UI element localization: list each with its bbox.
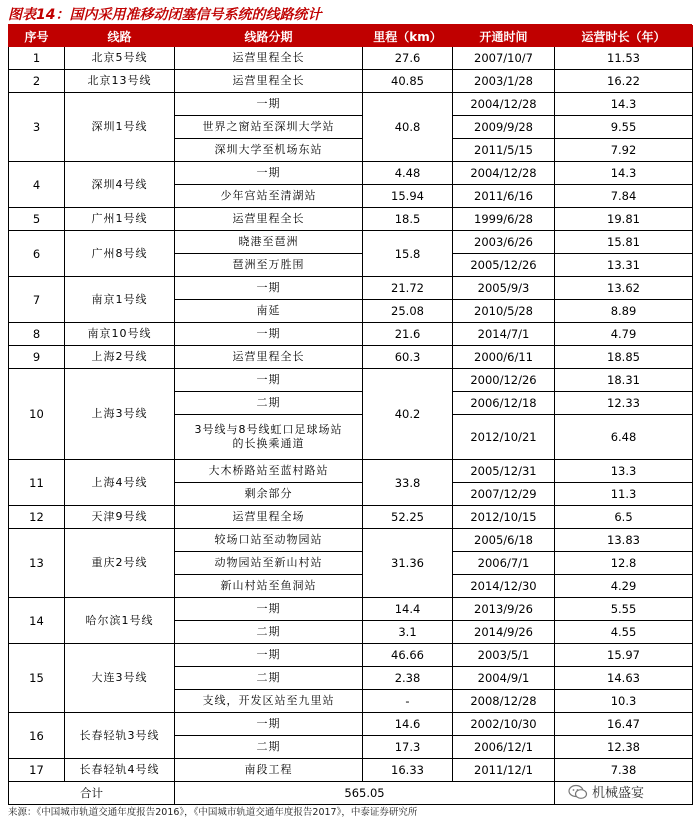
cell-phase: 深圳大学至机场东站: [175, 139, 363, 162]
cell-open-date: 2002/10/30: [453, 713, 555, 736]
cell-index: 4: [9, 162, 65, 208]
cell-length: 14.4: [363, 598, 453, 621]
cell-years: 10.3: [555, 690, 693, 713]
cell-years: 6.5: [555, 506, 693, 529]
cell-open-date: 2005/9/3: [453, 277, 555, 300]
cell-length: 16.33: [363, 759, 453, 782]
cell-years: 11.53: [555, 47, 693, 70]
cell-line: 北京13号线: [65, 70, 175, 93]
cell-phase: 二期: [175, 667, 363, 690]
cell-phase: 南延: [175, 300, 363, 323]
cell-line: 北京5号线: [65, 47, 175, 70]
cell-open-date: 2005/12/31: [453, 460, 555, 483]
cell-years: 16.22: [555, 70, 693, 93]
cell-open-date: 2004/12/28: [453, 93, 555, 116]
cell-years: 7.38: [555, 759, 693, 782]
cell-open-date: 2006/7/1: [453, 552, 555, 575]
table-row: [9, 644, 693, 667]
header-row: [9, 26, 693, 47]
cell-open-date: 2003/6/26: [453, 231, 555, 254]
table-row: [9, 369, 693, 392]
cell-index: 6: [9, 231, 65, 277]
cell-phase: 一期: [175, 369, 363, 392]
cell-years: 5.55: [555, 598, 693, 621]
cell-phase: 一期: [175, 644, 363, 667]
col-header-open-date: 开通时间: [453, 26, 555, 47]
cell-years: 18.85: [555, 346, 693, 369]
table-row: [9, 506, 693, 529]
cell-phase: 大木桥路站至蓝村路站: [175, 460, 363, 483]
cell-years: 6.48: [555, 415, 693, 460]
cell-years: 4.29: [555, 575, 693, 598]
cell-years: 12.38: [555, 736, 693, 759]
cell-length: 52.25: [363, 506, 453, 529]
figure-title: [8, 4, 692, 26]
table-row: [9, 93, 693, 116]
cell-open-date: 2011/6/16: [453, 185, 555, 208]
cell-phase: 琶洲至万胜围: [175, 254, 363, 277]
cell-years: 7.92: [555, 139, 693, 162]
cell-line: 大连3号线: [65, 644, 175, 713]
cell-open-date: 2012/10/15: [453, 506, 555, 529]
cell-line: 天津9号线: [65, 506, 175, 529]
cell-years: 11.3: [555, 483, 693, 506]
cell-length: 14.6: [363, 713, 453, 736]
cell-years: 12.33: [555, 392, 693, 415]
cell-phase: 一期: [175, 277, 363, 300]
cell-index: 8: [9, 323, 65, 346]
cell-years: 4.55: [555, 621, 693, 644]
cell-index: 9: [9, 346, 65, 369]
cell-phase: 二期: [175, 621, 363, 644]
cell-phase: 世界之窗站至深圳大学站: [175, 116, 363, 139]
cell-open-date: 2007/12/29: [453, 483, 555, 506]
col-header-years: 运营时长（年）: [555, 26, 693, 47]
cell-open-date: 2005/6/18: [453, 529, 555, 552]
cell-phase: 南段工程: [175, 759, 363, 782]
col-header-index: 序号: [9, 26, 65, 47]
cell-open-date: 2011/5/15: [453, 139, 555, 162]
cell-phase: 3号线与8号线虹口足球场站的长换乘通道: [175, 415, 363, 460]
cell-open-date: 2011/12/1: [453, 759, 555, 782]
wechat-icon: [568, 784, 588, 800]
cell-line: 深圳4号线: [65, 162, 175, 208]
cell-index: 13: [9, 529, 65, 598]
cell-years: 13.31: [555, 254, 693, 277]
table-row: [9, 759, 693, 782]
col-header-length: 里程（km）: [363, 26, 453, 47]
cell-length: 21.72: [363, 277, 453, 300]
cell-line: 哈尔滨1号线: [65, 598, 175, 644]
cell-length: 27.6: [363, 47, 453, 70]
cell-phase: 动物园站至新山村站: [175, 552, 363, 575]
cell-phase: 新山村站至鱼洞站: [175, 575, 363, 598]
cell-open-date: 2006/12/1: [453, 736, 555, 759]
source-note: 来源：《中国城市轨道交通年度报告2016》，《中国城市轨道交通年度报告2017》，中泰证券研究所: [8, 807, 418, 818]
cell-length: 4.48: [363, 162, 453, 185]
cell-phase: 剩余部分: [175, 483, 363, 506]
cell-phase: 支线，开发区站至九里站: [175, 690, 363, 713]
cell-years: 15.97: [555, 644, 693, 667]
cell-years: 13.62: [555, 277, 693, 300]
cell-length: 15.8: [363, 231, 453, 277]
cell-index: 16: [9, 713, 65, 759]
cell-open-date: 2014/9/26: [453, 621, 555, 644]
cell-line: 长春轻轨4号线: [65, 759, 175, 782]
cell-index: 5: [9, 208, 65, 231]
cell-years: 7.84: [555, 185, 693, 208]
cell-length: 46.66: [363, 644, 453, 667]
table-row: [9, 70, 693, 93]
table-row: [9, 47, 693, 70]
cell-length: 3.1: [363, 621, 453, 644]
table-row: [9, 598, 693, 621]
cell-open-date: 2014/7/1: [453, 323, 555, 346]
cell-line: 上海3号线: [65, 369, 175, 460]
cell-years: 13.3: [555, 460, 693, 483]
cell-phase: 二期: [175, 736, 363, 759]
cell-open-date: 2004/12/28: [453, 162, 555, 185]
cell-line: 重庆2号线: [65, 529, 175, 598]
cell-open-date: 2010/5/28: [453, 300, 555, 323]
cell-index: 2: [9, 70, 65, 93]
total-value: 565.05: [175, 782, 555, 805]
cell-line: 南京10号线: [65, 323, 175, 346]
cell-years: 13.83: [555, 529, 693, 552]
cell-index: 1: [9, 47, 65, 70]
cell-years: 8.89: [555, 300, 693, 323]
cell-open-date: 2000/6/11: [453, 346, 555, 369]
total-label: 合计: [9, 782, 175, 805]
cell-length: 17.3: [363, 736, 453, 759]
table-row: [9, 529, 693, 552]
cell-index: 17: [9, 759, 65, 782]
cell-index: 7: [9, 277, 65, 323]
col-header-line: 线路: [65, 26, 175, 47]
cell-open-date: 2013/9/26: [453, 598, 555, 621]
cell-length: 15.94: [363, 185, 453, 208]
cell-years: 15.81: [555, 231, 693, 254]
table-row: [9, 460, 693, 483]
cell-phase: 一期: [175, 713, 363, 736]
figure-title-text: 图表14：国内采用准移动闭塞信号系统的线路统计: [8, 7, 322, 23]
cell-years: 14.3: [555, 93, 693, 116]
cell-line: 深圳1号线: [65, 93, 175, 162]
cell-phase: 运营里程全长: [175, 208, 363, 231]
cell-open-date: 2009/9/28: [453, 116, 555, 139]
cell-open-date: 1999/6/28: [453, 208, 555, 231]
table-row: [9, 277, 693, 300]
cell-length: 18.5: [363, 208, 453, 231]
cell-length: 31.36: [363, 529, 453, 598]
cell-length: 40.2: [363, 369, 453, 460]
cell-index: 3: [9, 93, 65, 162]
cell-index: 11: [9, 460, 65, 506]
cell-phase: 晓港至琶洲: [175, 231, 363, 254]
table-row: [9, 323, 693, 346]
cell-phase: 少年宫站至清湖站: [175, 185, 363, 208]
cell-years: 12.8: [555, 552, 693, 575]
cell-length: 21.6: [363, 323, 453, 346]
cell-line: 上海4号线: [65, 460, 175, 506]
cell-years: 9.55: [555, 116, 693, 139]
cell-line: 长春轻轨3号线: [65, 713, 175, 759]
cell-line: 南京1号线: [65, 277, 175, 323]
line-stats-table: [8, 25, 693, 805]
cell-length: 33.8: [363, 460, 453, 506]
cell-phase: 一期: [175, 93, 363, 116]
cell-open-date: 2008/12/28: [453, 690, 555, 713]
cell-index: 10: [9, 369, 65, 460]
cell-length: 2.38: [363, 667, 453, 690]
cell-years: 19.81: [555, 208, 693, 231]
table-row: [9, 231, 693, 254]
cell-index: 15: [9, 644, 65, 713]
cell-length: 40.85: [363, 70, 453, 93]
cell-open-date: 2014/12/30: [453, 575, 555, 598]
cell-open-date: 2000/12/26: [453, 369, 555, 392]
cell-years: 4.79: [555, 323, 693, 346]
col-header-phase: 线路分期: [175, 26, 363, 47]
cell-line: 广州8号线: [65, 231, 175, 277]
cell-years: 16.47: [555, 713, 693, 736]
cell-years: 18.31: [555, 369, 693, 392]
cell-open-date: 2004/9/1: [453, 667, 555, 690]
cell-phase: 一期: [175, 598, 363, 621]
cell-years: 14.3: [555, 162, 693, 185]
cell-open-date: 2005/12/26: [453, 254, 555, 277]
cell-index: 14: [9, 598, 65, 644]
cell-phase: 一期: [175, 162, 363, 185]
cell-open-date: 2012/10/21: [453, 415, 555, 460]
cell-length: 40.8: [363, 93, 453, 162]
cell-index: 12: [9, 506, 65, 529]
table-row: [9, 208, 693, 231]
cell-line: 上海2号线: [65, 346, 175, 369]
cell-years: 14.63: [555, 667, 693, 690]
table-row: [9, 346, 693, 369]
watermark-text: 机械盛宴: [592, 786, 645, 801]
cell-phase: 运营里程全长: [175, 47, 363, 70]
cell-phase: 较场口站至动物园站: [175, 529, 363, 552]
cell-phase: 二期: [175, 392, 363, 415]
cell-length: 25.08: [363, 300, 453, 323]
cell-open-date: 2003/5/1: [453, 644, 555, 667]
cell-phase: 运营里程全场: [175, 506, 363, 529]
table-row: [9, 162, 693, 185]
cell-length: 60.3: [363, 346, 453, 369]
cell-phase: 一期: [175, 323, 363, 346]
cell-length: -: [363, 690, 453, 713]
cell-open-date: 2007/10/7: [453, 47, 555, 70]
watermark: [568, 782, 644, 801]
cell-line: 广州1号线: [65, 208, 175, 231]
cell-open-date: 2003/1/28: [453, 70, 555, 93]
cell-phase: 运营里程全长: [175, 346, 363, 369]
cell-open-date: 2006/12/18: [453, 392, 555, 415]
cell-phase: 运营里程全长: [175, 70, 363, 93]
table-row: [9, 713, 693, 736]
